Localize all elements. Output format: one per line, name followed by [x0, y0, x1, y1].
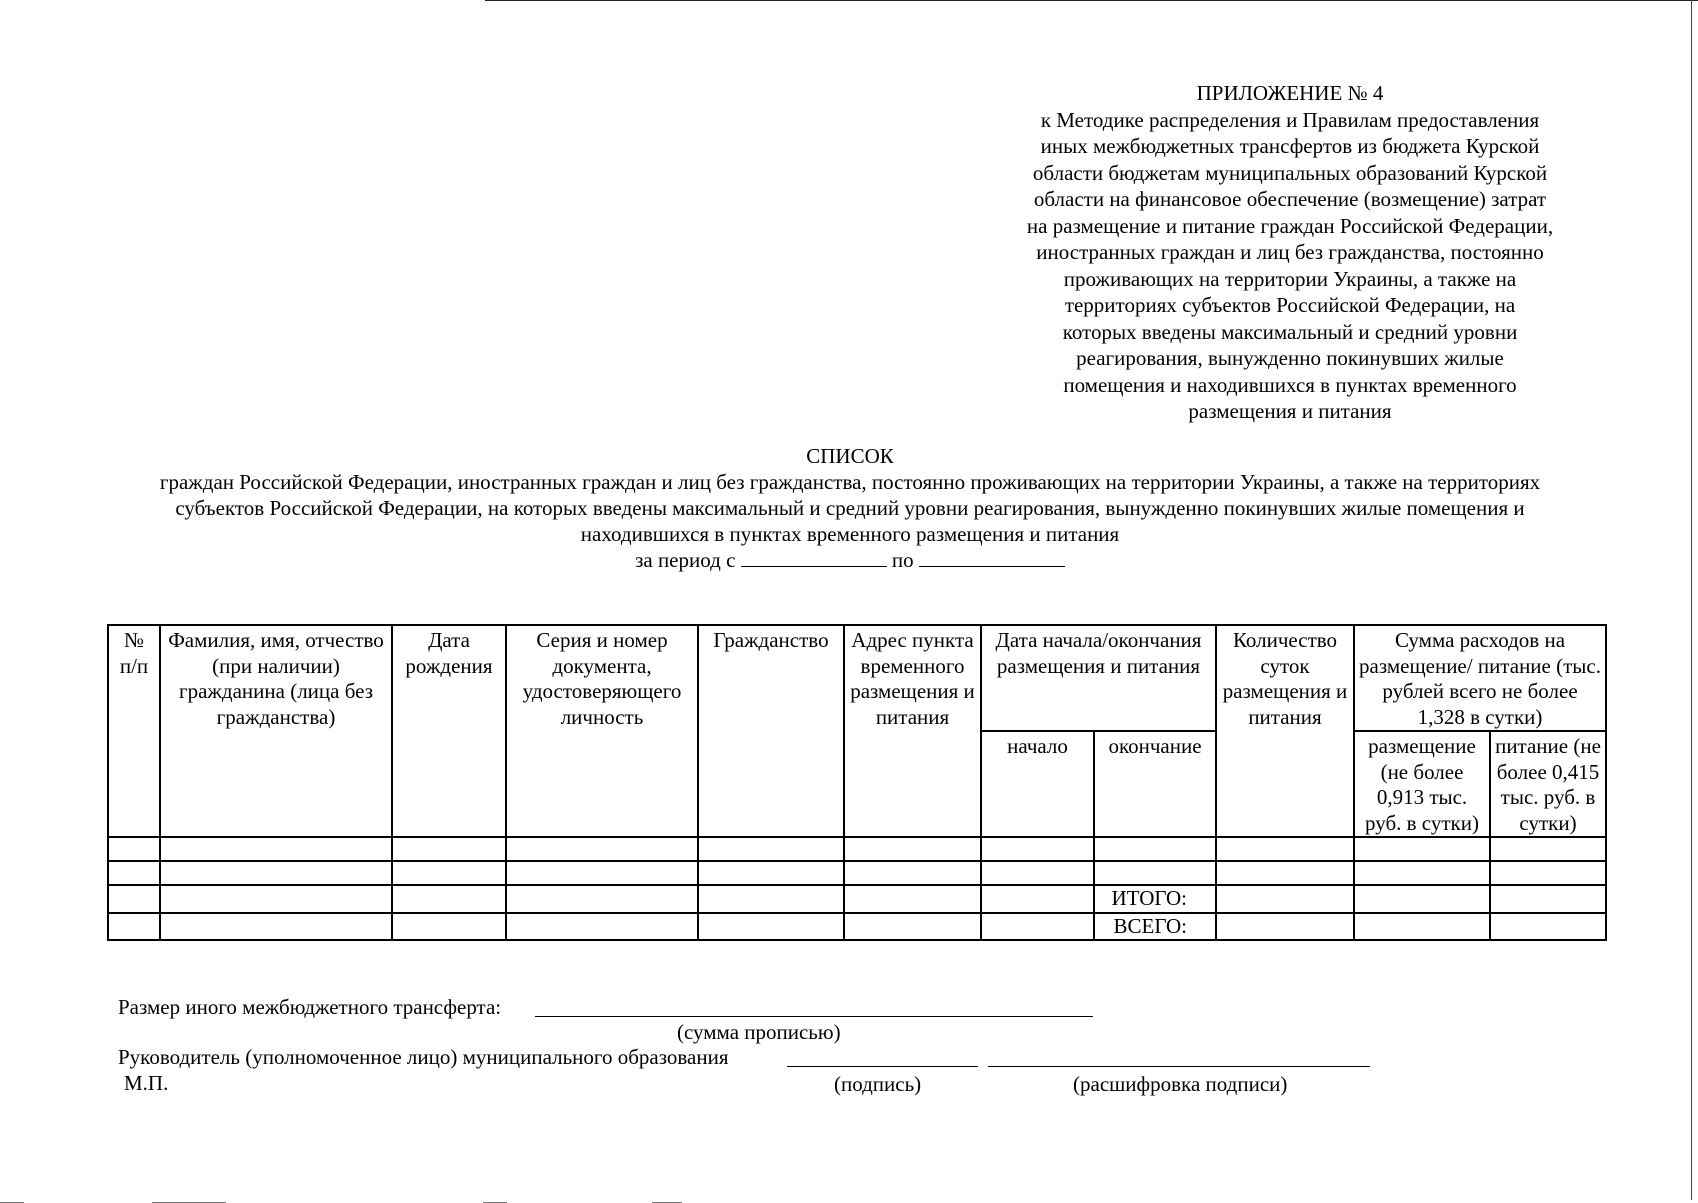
list-title: СПИСОК	[806, 444, 894, 468]
appendix-line: размещения и питания	[1188, 399, 1392, 423]
table-cell[interactable]	[981, 885, 1094, 913]
appendix-line: помещения и находившихся в пунктах временного	[1063, 372, 1517, 397]
subtotal-food-cell[interactable]	[1490, 885, 1606, 913]
grand-total-days-cell[interactable]	[1216, 913, 1354, 941]
header-expense-lodging: размещение (не более 0,913 тыс. руб. в сутки)	[1354, 731, 1490, 837]
table-cell[interactable]	[392, 861, 506, 885]
scan-top-border	[485, 0, 1698, 1]
table-cell[interactable]	[1216, 861, 1354, 885]
list-title-block	[100, 443, 1600, 573]
table-cell[interactable]	[506, 885, 698, 913]
subtotal-label: ИТОГО:	[1094, 885, 1216, 913]
subtotal-lodging-cell[interactable]	[1354, 885, 1490, 913]
header-date-start: начало	[981, 731, 1094, 837]
header-address: Адрес пункта временного размещения и питания	[844, 625, 981, 837]
list-subtitle-line: субъектов Российской Федерации, на которых введены максимальный и средний уровни реагирования, вынужденно покинувших жилые помещения и	[175, 496, 1525, 520]
appendix-line: иных межбюджетных трансфертов из бюджета Курской	[1040, 134, 1540, 158]
scan-right-border	[1691, 0, 1692, 1200]
table-cell[interactable]	[698, 861, 844, 885]
appendix-line: на размещение и питание граждан Российской Федерации,	[1026, 213, 1554, 238]
signature-decoding-field[interactable]	[988, 1066, 1370, 1067]
grand-total-lodging-cell[interactable]	[1354, 913, 1490, 941]
appendix-line: которых введены максимальный и средний уровни	[1062, 319, 1518, 344]
signature-caption: (подпись)	[834, 1072, 922, 1096]
header-id-document: Серия и номер документа, удостоверяющего личность	[506, 625, 698, 837]
table-cell[interactable]	[1094, 837, 1216, 861]
appendix-line: иностранных граждан и лиц без гражданства, постоянно	[1036, 240, 1544, 264]
grand-total-label: ВСЕГО:	[1094, 913, 1216, 941]
head-of-municipality-label: Руководитель (уполномоченное лицо) муниципального образования	[118, 1045, 729, 1069]
table-cell[interactable]	[108, 885, 160, 913]
period-to-label: по	[891, 548, 914, 572]
appendix-line: проживающих на территории Украины, а также на	[1063, 266, 1517, 291]
table-cell[interactable]	[108, 861, 160, 885]
list-subtitle-line: находившихся в пунктах временного размещения и питания	[580, 522, 1120, 546]
table-cell[interactable]	[392, 837, 506, 861]
table-cell[interactable]	[698, 837, 844, 861]
list-subtitle-line: граждан Российской Федерации, иностранных граждан и лиц без гражданства, постоянно проживающих на территории Украины, а также на территориях	[159, 470, 1541, 494]
header-dates: Дата начала/окончания размещения и питания	[981, 625, 1216, 731]
table-cell[interactable]	[506, 861, 698, 885]
appendix-line: реагирования, вынужденно покинувших жилые	[1076, 346, 1504, 370]
table-cell[interactable]	[981, 837, 1094, 861]
table-cell[interactable]	[392, 885, 506, 913]
appendix-line: области бюджетам муниципальных образований Курской	[1032, 160, 1548, 185]
transfer-amount-caption: (сумма прописью)	[677, 1020, 841, 1044]
period-line	[100, 547, 1600, 573]
grand-total-food-cell[interactable]	[1490, 913, 1606, 941]
table-cell[interactable]	[1490, 861, 1606, 885]
table-row	[108, 837, 1606, 861]
table-cell[interactable]	[160, 837, 392, 861]
table-cell[interactable]	[108, 837, 160, 861]
table-cell[interactable]	[981, 913, 1094, 941]
subtotal-days-cell[interactable]	[1216, 885, 1354, 913]
table-cell[interactable]	[1490, 837, 1606, 861]
table-cell[interactable]	[844, 885, 981, 913]
table-cell[interactable]	[108, 913, 160, 941]
table-cell[interactable]	[844, 837, 981, 861]
table-cell[interactable]	[698, 885, 844, 913]
transfer-amount-field[interactable]	[535, 1016, 1093, 1017]
grand-total-row	[108, 913, 1606, 941]
table-cell[interactable]	[506, 913, 698, 941]
transfer-amount-label: Размер иного межбюджетного трансферта:	[118, 995, 502, 1019]
signature-decoding-caption: (расшифровка подписи)	[1073, 1072, 1288, 1096]
header-citizenship: Гражданство	[698, 625, 844, 837]
table-cell[interactable]	[1094, 861, 1216, 885]
appendix-line: к Методике распределения и Правилам предоставления	[1040, 107, 1540, 132]
header-full-name: Фамилия, имя, отчество (при наличии) гражданина (лица без гражданства)	[160, 625, 392, 837]
header-number: № п/п	[108, 625, 160, 837]
header-date-end: окончание	[1094, 731, 1216, 837]
appendix-line: территориях субъектов Российской Федерации, на	[1064, 293, 1516, 317]
table-cell[interactable]	[844, 913, 981, 941]
table-cell[interactable]	[844, 861, 981, 885]
period-to-field[interactable]	[919, 548, 1065, 567]
header-expense-food: питание (не более 0,415 тыс. руб. в сутки)	[1490, 731, 1606, 837]
period-from-field[interactable]	[741, 548, 887, 567]
table-cell[interactable]	[160, 861, 392, 885]
table-cell[interactable]	[506, 837, 698, 861]
table-cell[interactable]	[160, 885, 392, 913]
appendix-title: ПРИЛОЖЕНИЕ № 4	[1196, 81, 1384, 105]
table-row	[108, 861, 1606, 885]
signature-field[interactable]	[787, 1066, 978, 1067]
appendix-line: области на финансовое обеспечение (возмещение) затрат	[1033, 187, 1547, 211]
table-cell[interactable]	[1354, 861, 1490, 885]
table-cell[interactable]	[1354, 837, 1490, 861]
period-from-label: за период с	[635, 548, 736, 572]
table-cell[interactable]	[392, 913, 506, 941]
appendix-header	[1010, 80, 1570, 425]
seal-placeholder: М.П.	[124, 1071, 169, 1095]
header-birth-date: Дата рождения	[392, 625, 506, 837]
header-expenses: Сумма расходов на размещение/ питание (тыс. рублей всего не более 1,328 в сутки)	[1354, 625, 1606, 731]
table-cell[interactable]	[698, 913, 844, 941]
subtotal-row	[108, 885, 1606, 913]
citizens-register-table	[107, 624, 1607, 941]
table-cell[interactable]	[981, 861, 1094, 885]
table-cell[interactable]	[1216, 837, 1354, 861]
table-cell[interactable]	[160, 913, 392, 941]
header-days-count: Количество суток размещения и питания	[1216, 625, 1354, 837]
